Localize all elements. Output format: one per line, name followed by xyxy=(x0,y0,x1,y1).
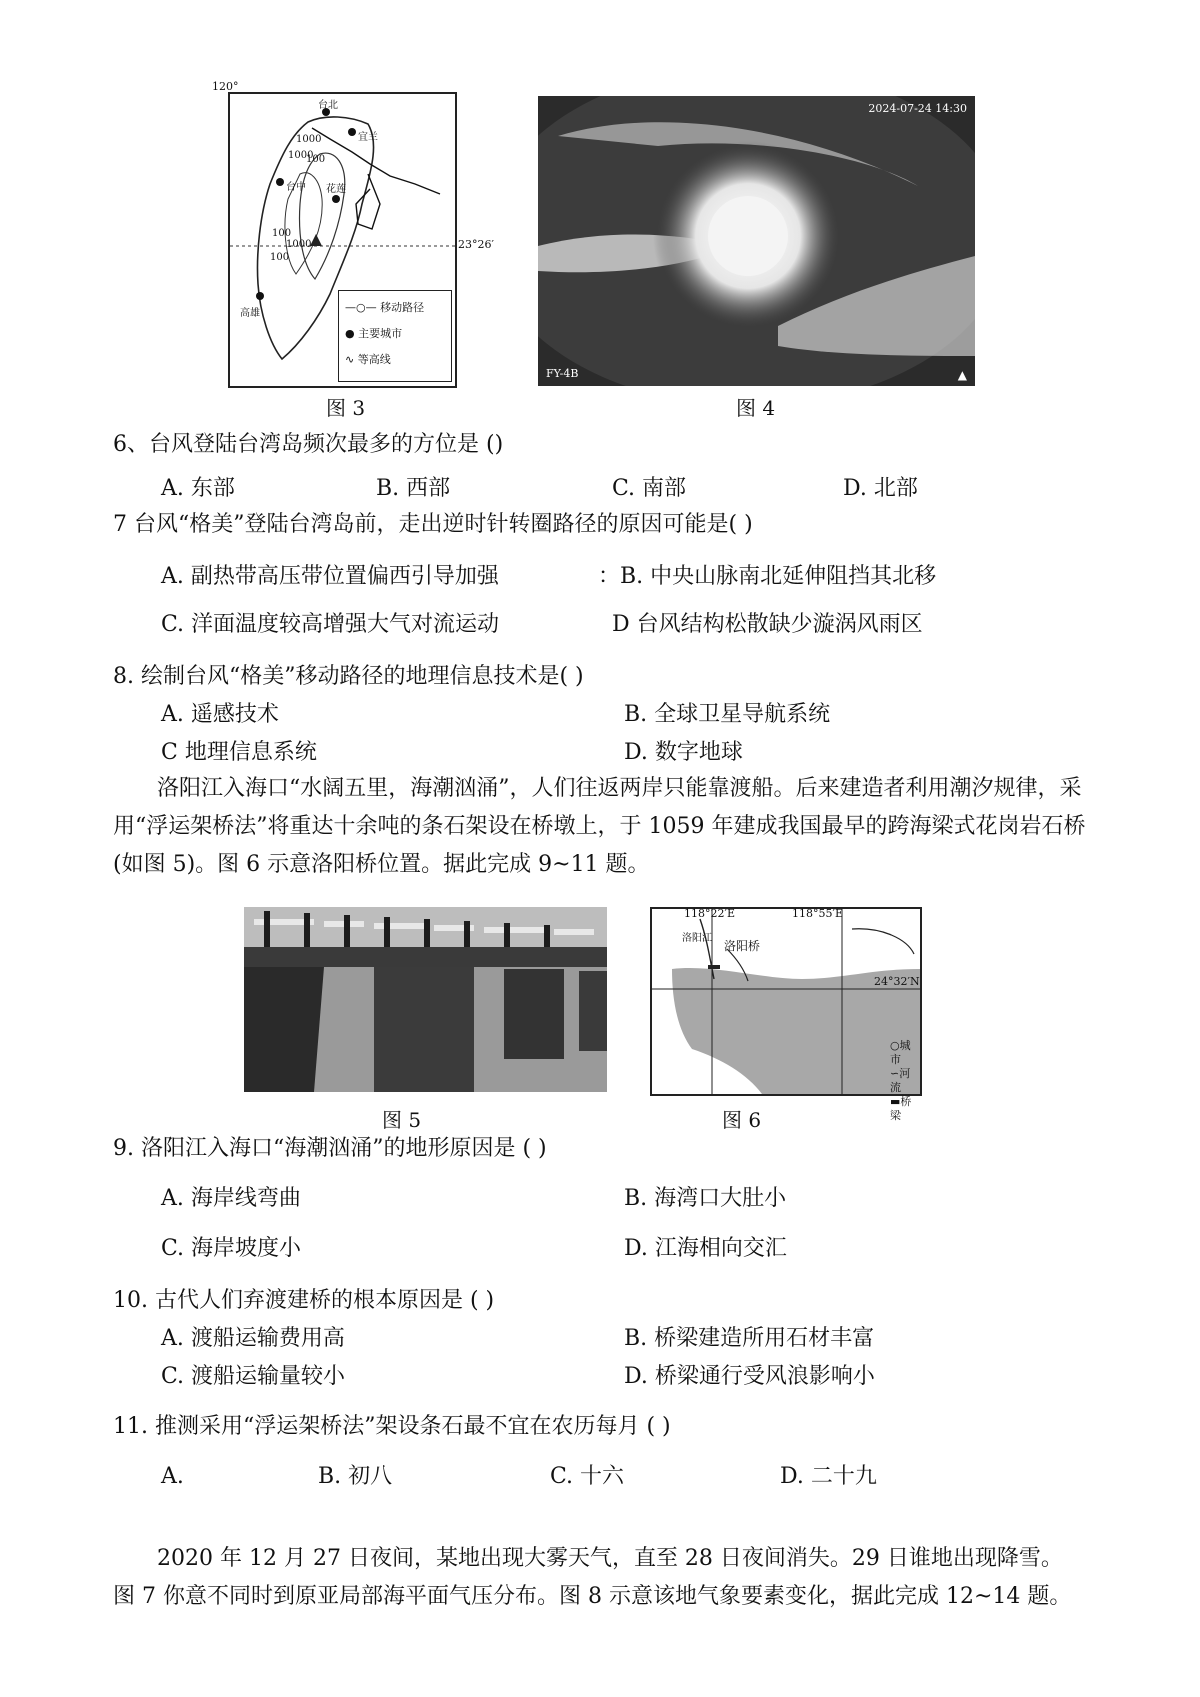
contour-label: 1000 xyxy=(286,239,312,250)
legend-path-label: 移动路径 xyxy=(380,301,425,314)
q7-option-a: A. 副热带高压带位置偏西引导加强 xyxy=(161,564,499,589)
city-label: 高雄 xyxy=(240,308,260,319)
timestamp-label: 2024-07-24 14:30 xyxy=(868,102,967,115)
q10-option-d: D. 桥梁通行受风浪影响小 xyxy=(624,1364,875,1389)
city-legend-icon: ● xyxy=(345,327,355,340)
warning-icon: ▲ xyxy=(957,368,967,382)
legend-box xyxy=(338,290,452,382)
city-label: 台北 xyxy=(318,100,338,111)
q11-option-d: D. 二十九 xyxy=(780,1464,877,1489)
figure-4-caption: 图 4 xyxy=(736,396,776,420)
legend-contour-label: 等高线 xyxy=(357,353,391,366)
map-legend xyxy=(890,1039,920,1123)
passage-fog-line-1: 2020 年 12 月 27 日夜间，某地出现大雾天气，直至 28 日夜间消失。29 日谁地出现降雪。 xyxy=(157,1546,1063,1571)
question-9-stem: 9. 洛阳江入海口“海潮汹涌”的地形原因是 ( ) xyxy=(113,1136,547,1161)
tropic-label: 23°26′ xyxy=(458,238,494,251)
q6-option-c: C. 南部 xyxy=(612,476,687,501)
q10-option-a: A. 渡船运输费用高 xyxy=(161,1326,345,1351)
city-icon: ○ xyxy=(890,1039,900,1052)
contour-label: 1000 xyxy=(296,134,322,145)
q11-option-a: A. xyxy=(161,1464,184,1489)
q11-option-b: B. 初八 xyxy=(318,1464,393,1489)
source-label: FY-4B xyxy=(546,367,579,380)
q8-option-a: A. 遥感技术 xyxy=(161,702,279,727)
q9-option-b: B. 海湾口大肚小 xyxy=(624,1186,787,1211)
legend-bridge-label: 桥梁 xyxy=(890,1095,912,1122)
bridge-icon: ▬ xyxy=(890,1095,901,1108)
q8-option-b: B. 全球卫星导航系统 xyxy=(624,702,831,727)
lon-label-1: 118°22′E xyxy=(684,907,736,920)
figure-4-satellite-image xyxy=(538,96,975,386)
q7-option-d: D 台风结构松散缺少漩涡风雨区 xyxy=(612,612,923,637)
contour-legend-icon: ∿ xyxy=(345,353,355,366)
q10-option-b: B. 桥梁建造所用石材丰富 xyxy=(624,1326,875,1351)
q9-option-d: D. 江海相向交汇 xyxy=(624,1236,787,1261)
legend-bridge-row xyxy=(890,1095,920,1123)
city-label: 花莲 xyxy=(326,184,346,195)
q6-option-b: B. 西部 xyxy=(376,476,451,501)
passage-luoyang-bridge: 洛阳江入海口“水阔五里，海潮汹涌”，人们往返两岸只能靠渡船。后来建造者利用潮汐规律，采用“浮运架桥法”将重达十余吨的条石架设在桥墩上，于 1059 年建成我国最早的跨海梁式花岗岩石桥(如图 5)。图 6 示意洛阳桥位置。据此完成 9~11 题。 xyxy=(113,776,1086,877)
figure-5-caption: 图 5 xyxy=(382,1108,422,1132)
q11-option-c: C. 十六 xyxy=(550,1464,625,1489)
q6-option-d: D. 北部 xyxy=(843,476,918,501)
city-label: 宜兰 xyxy=(358,132,378,143)
bridge-photo-svg xyxy=(244,907,607,1092)
lat-label: 24°32′N xyxy=(874,975,920,988)
q7-option-c: C. 洋面温度较高增强大气对流运动 xyxy=(161,612,500,637)
legend-river-label: 河流 xyxy=(890,1067,911,1094)
q9-option-a: A. 海岸线弯曲 xyxy=(161,1186,301,1211)
legend-city-row xyxy=(345,325,402,341)
question-10-stem: 10. 古代人们弃渡建桥的根本原因是 ( ) xyxy=(113,1288,495,1313)
contour-label: 100 xyxy=(270,252,290,263)
figure-5-bridge-photo xyxy=(244,907,607,1092)
longitude-label: 120° xyxy=(212,80,239,93)
legend-path-row xyxy=(345,299,424,315)
legend-city-row xyxy=(890,1039,920,1067)
contour-label: 100 xyxy=(306,154,326,165)
contour-label: 1000 xyxy=(288,150,314,161)
path-legend-icon: —○— xyxy=(345,301,377,314)
passage-fog-line-2: 图 7 你意不同时到原亚局部海平面气压分布。图 8 示意该地气象要素变化，据此完成 12~14 题。 xyxy=(113,1584,1072,1609)
figure-3-map xyxy=(212,80,494,388)
legend-city-label: 主要城市 xyxy=(358,327,403,340)
city-label: 台中 xyxy=(286,182,306,193)
legend-river-row xyxy=(890,1067,920,1095)
q8-option-c: C 地理信息系统 xyxy=(161,740,317,765)
q6-option-a: A. 东部 xyxy=(161,476,235,501)
legend-contour-row xyxy=(345,351,391,367)
figure-6-caption: 图 6 xyxy=(722,1108,762,1132)
question-6-stem: 6、台风登陆台湾岛频次最多的方位是 () xyxy=(113,432,504,457)
typhoon-cloud-svg xyxy=(538,96,975,386)
legend-city-label: 城市 xyxy=(890,1039,911,1066)
bridge-label: 洛阳桥 xyxy=(724,939,761,953)
question-11-stem: 11. 推测采用“浮运架桥法”架设条石最不宜在农历每月 ( ) xyxy=(113,1414,671,1439)
question-7-stem: 7 台风“格美”登陆台湾岛前，走出逆时针转圈路径的原因可能是( ) xyxy=(113,512,753,537)
q7-option-b: ：B. 中央山脉南北延伸阻挡其北移 xyxy=(598,564,937,589)
river-label: 洛阳江 xyxy=(682,933,712,944)
q9-option-c: C. 海岸坡度小 xyxy=(161,1236,302,1261)
lon-label-2: 118°55′E xyxy=(792,907,844,920)
q8-option-d: D. 数字地球 xyxy=(624,740,743,765)
contour-label: 100 xyxy=(272,228,292,239)
figure-3-caption: 图 3 xyxy=(326,396,366,420)
question-8-stem: 8. 绘制台风“格美”移动路径的地理信息技术是( ) xyxy=(113,664,584,689)
river-icon: ∽ xyxy=(890,1067,900,1080)
q10-option-c: C. 渡船运输量较小 xyxy=(161,1364,346,1389)
